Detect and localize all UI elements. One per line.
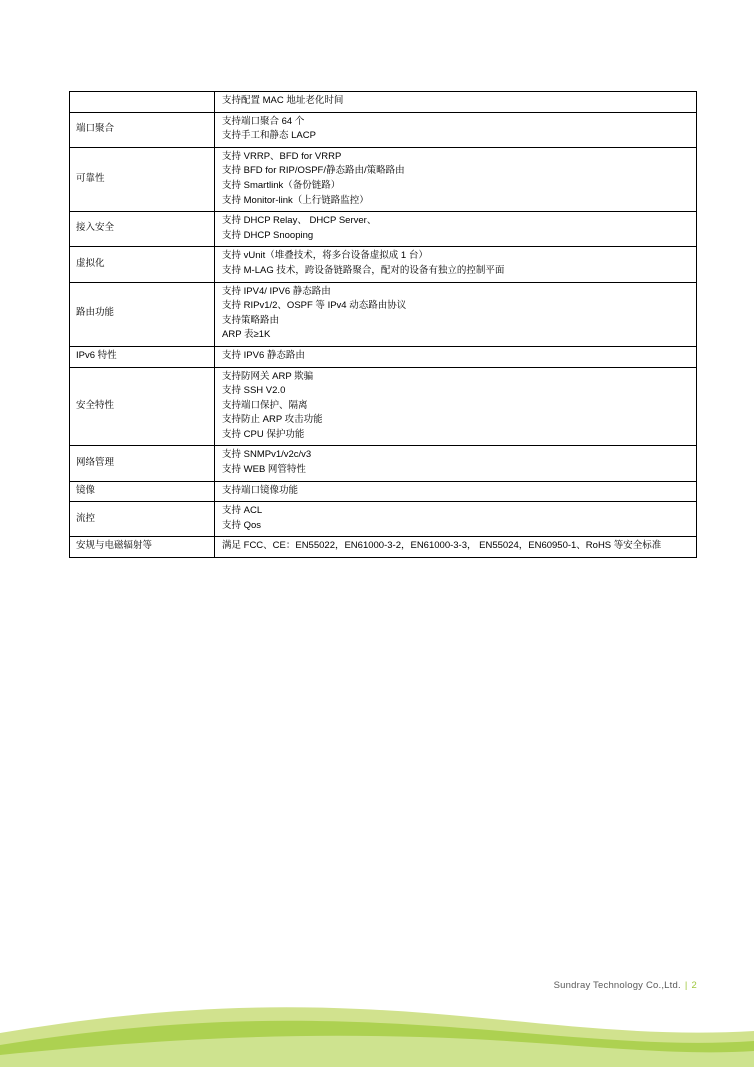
value-line: 支持 SNMPv1/v2c/v3 — [222, 449, 312, 461]
table-row — [70, 367, 697, 446]
row-value — [215, 212, 697, 247]
value-line: 满足 FCC、CE：EN55022，EN61000-3-2，EN61000-3-3， EN55024，EN60950-1、RoHS 等安全标准 — [222, 540, 662, 552]
row-label: 安规与电磁辐射等 — [70, 537, 215, 558]
value-line: 支持 DHCP Relay、 DHCP Server、 — [222, 215, 377, 227]
specification-table — [69, 91, 697, 558]
value-line: 支持手工和静态 LACP — [222, 130, 316, 142]
value-line: 支持 WEB 网管特性 — [222, 464, 306, 476]
wave-graphic-icon — [0, 987, 754, 1067]
row-label: 流控 — [70, 502, 215, 537]
footer-company: Sundray Technology Co.,Ltd. — [553, 980, 681, 991]
value-line: 支持端口聚合 64 个 — [222, 115, 305, 127]
value-line: 支持端口保护、隔离 — [222, 399, 308, 411]
row-label: 端口聚合 — [70, 112, 215, 147]
table-row — [70, 247, 697, 282]
table-row — [70, 446, 697, 481]
value-line: 支持 M-LAG 技术，跨设备链路聚合，配对的设备有独立的控制平面 — [222, 264, 505, 276]
row-value — [215, 446, 697, 481]
row-value — [215, 92, 697, 113]
row-label: 接入安全 — [70, 212, 215, 247]
row-value — [215, 147, 697, 211]
value-line: 支持策略路由 — [222, 314, 280, 326]
value-line: 支持防网关 ARP 欺骗 — [222, 370, 314, 382]
row-value — [215, 367, 697, 446]
table-row — [70, 502, 697, 537]
table-row — [70, 212, 697, 247]
value-line: 支持 ACL — [222, 505, 263, 517]
value-line: 支持 VRRP、BFD for VRRP — [222, 150, 342, 162]
value-line: 支持 Qos — [222, 519, 262, 531]
row-label: 安全特性 — [70, 367, 215, 446]
row-value — [215, 481, 697, 502]
row-value — [215, 502, 697, 537]
footer-separator: | — [684, 980, 688, 991]
row-value — [215, 112, 697, 147]
value-line: 支持 BFD for RIP/OSPF/静态路由/策略路由 — [222, 165, 405, 177]
value-line: 支持 IPV4/ IPV6 静态路由 — [222, 285, 331, 297]
row-label: 路由功能 — [70, 282, 215, 346]
value-line: 支持 Monitor-link（上行链路监控） — [222, 194, 369, 206]
table-row — [70, 537, 697, 558]
table-row — [70, 346, 697, 367]
row-value — [215, 247, 697, 282]
row-value — [215, 346, 697, 367]
footer-page-number: 2 — [691, 980, 697, 991]
row-value — [215, 537, 697, 558]
value-line: 支持配置 MAC 地址老化时间 — [222, 95, 344, 106]
table-body — [70, 92, 697, 558]
row-value — [215, 282, 697, 346]
value-line: 支持 vUnit（堆叠技术，将多台设备虚拟成 1 台） — [222, 250, 428, 262]
value-line: 支持 Smartlink（备份链路） — [222, 179, 341, 191]
row-label — [70, 92, 215, 113]
value-line: 支持 DHCP Snooping — [222, 229, 314, 241]
table-row — [70, 147, 697, 211]
value-line: 支持防止 ARP 攻击功能 — [222, 414, 323, 426]
table-row — [70, 112, 697, 147]
row-label: 网络管理 — [70, 446, 215, 481]
value-line: 支持 SSH V2.0 — [222, 385, 286, 397]
row-label: IPv6 特性 — [70, 346, 215, 367]
value-line: ARP 表≥1K — [222, 329, 271, 341]
value-line: 支持 IPV6 静态路由 — [222, 349, 305, 361]
table-row — [70, 481, 697, 502]
value-line: 支持 RIPv1/2、OSPF 等 IPv4 动态路由协议 — [222, 300, 407, 312]
footer-decoration — [0, 987, 754, 1067]
row-label: 可靠性 — [70, 147, 215, 211]
value-line: 支持端口镜像功能 — [222, 484, 299, 496]
table-row — [70, 282, 697, 346]
table-row — [70, 92, 697, 113]
value-line: 支持 CPU 保护功能 — [222, 428, 305, 440]
row-label: 镜像 — [70, 481, 215, 502]
row-label: 虚拟化 — [70, 247, 215, 282]
